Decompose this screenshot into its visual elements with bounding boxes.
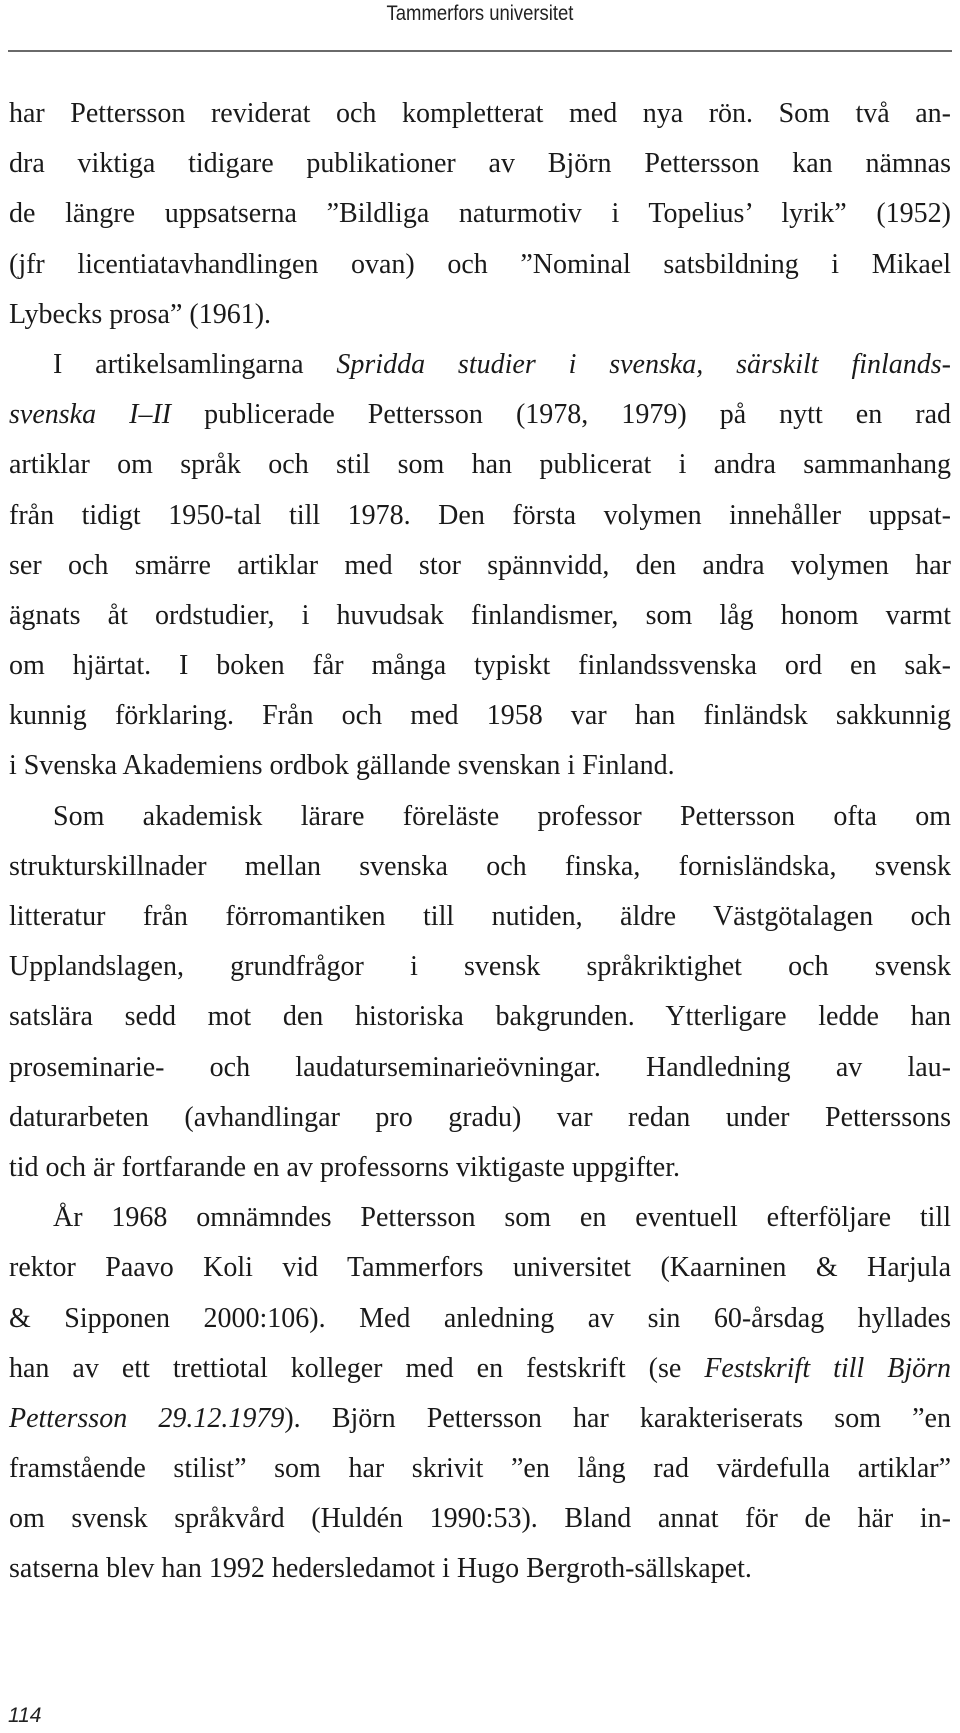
text-segment: litteratur från förromantiken till nutiden, äldre Västgötalagen och (9, 901, 951, 932)
text-segment: & Sipponen 2000:106). Med anledning av sin 60-årsdag hyllades (9, 1302, 951, 1334)
running-header: Tammerfors universitet (386, 2, 574, 25)
text-segment: har Pettersson reviderat och kompletterat med nya rön. Som två an- (9, 98, 951, 129)
text-segment: proseminarie- och laudaturseminarieövningar. Handledning av lau- (9, 1051, 951, 1083)
text-line (9, 240, 951, 290)
text-segment: satserna blev han 1992 hedersledamot i Hugo Bergroth-sällskapet. (9, 1553, 752, 1585)
text-segment: rektor Paavo Koli vid Tammerfors universitet (Kaarninen & Harjula (9, 1252, 951, 1284)
text-line (9, 541, 951, 591)
body-text (9, 89, 951, 1595)
text-segment: framstående stilist” som har skrivit ”en lång rad värdefulla artiklar” (9, 1453, 951, 1485)
text-segment: han av ett trettiotal kolleger med en festskrift (se (9, 1352, 705, 1384)
text-line (9, 1294, 951, 1344)
text-segment: daturarbeten (avhandlingar pro gradu) var redan under Petterssons (9, 1101, 951, 1133)
text-line (9, 89, 951, 139)
italic-title: Festskrift till Björn (704, 1352, 952, 1384)
text-segment: ägnats åt ordstudier, i huvudsak finlandismer, som låg honom varmt (9, 599, 951, 631)
text-line (9, 1043, 951, 1093)
text-segment: kunnig förklaring. Från och med 1958 var han finländsk sakkunnig (9, 700, 951, 732)
text-line (9, 290, 951, 340)
text-line (9, 1243, 951, 1293)
text-line (9, 440, 951, 490)
text-line (9, 340, 951, 390)
text-segment: Lybecks prosa” (1961). (9, 298, 272, 330)
text-line (9, 741, 951, 791)
text-line (9, 1193, 951, 1243)
page-number: 114 (8, 1704, 42, 1727)
text-segment: dra viktiga tidigare publikationer av Björn Pettersson kan nämnas (9, 148, 951, 180)
text-line (9, 892, 951, 942)
text-line (9, 1093, 951, 1143)
text-segment: om hjärtat. I boken får många typiskt finlandssvenska ord en sak- (9, 650, 951, 682)
text-segment: om svensk språkvård (Huldén 1990:53). Bland annat för de här in- (9, 1503, 951, 1535)
text-segment: I artikelsamlingarna (53, 348, 337, 380)
text-segment: strukturskillnader mellan svenska och finska, fornisländska, svensk (9, 850, 951, 882)
text-segment: de längre uppsatserna ”Bildliga naturmotiv i Topelius’ lyrik” (1952) (9, 198, 951, 230)
text-segment: publicerade Pettersson (1978, 1979) på nytt en rad (171, 399, 951, 431)
italic-title: Spridda studier i svenska, särskilt finlands- (336, 348, 952, 380)
text-line (9, 139, 951, 189)
text-segment: tid och är fortfarande en av professorns viktigaste uppgifter. (9, 1151, 681, 1183)
text-line (9, 942, 951, 992)
text-line (9, 691, 951, 741)
text-line (9, 641, 951, 691)
text-segment: i Svenska Akademiens ordbok gällande svenskan i Finland. (9, 750, 675, 782)
text-segment: ser och smärre artiklar med stor spännvidd, den andra volymen har (9, 549, 951, 581)
header-divider (8, 50, 952, 52)
text-line (9, 1494, 951, 1544)
text-segment: satslära sedd mot den historiska bakgrunden. Ytterligare ledde han (9, 1001, 951, 1033)
text-line (9, 390, 951, 440)
text-segment: Som akademisk lärare föreläste professor Pettersson ofta om (53, 800, 951, 832)
text-segment: År 1968 omnämndes Pettersson som en eventuell efterföljare till (53, 1202, 951, 1234)
text-line (9, 1544, 951, 1594)
text-segment: (jfr licentiatavhandlingen ovan) och ”Nominal satsbildning i Mikael (9, 248, 951, 280)
text-line (9, 189, 951, 239)
text-segment: ). Björn Pettersson har karakteriserats som ”en (284, 1402, 951, 1434)
text-line (9, 842, 951, 892)
text-line (9, 491, 951, 541)
text-segment: artiklar om språk och stil som han publicerat i andra sammanhang (9, 449, 951, 481)
text-line (9, 792, 951, 842)
italic-title: svenska I–II (9, 399, 172, 431)
text-line (9, 1143, 951, 1193)
text-segment: från tidigt 1950-tal till 1978. Den första volymen innehåller uppsat- (9, 499, 951, 531)
text-line (9, 1444, 951, 1494)
italic-title: Pettersson 29.12.1979 (9, 1402, 285, 1434)
text-line (9, 1344, 951, 1394)
text-line (9, 992, 951, 1042)
text-line (9, 1394, 951, 1444)
text-line (9, 591, 951, 641)
text-segment: Upplandslagen, grundfrågor i svensk språkriktighet och svensk (9, 951, 951, 983)
